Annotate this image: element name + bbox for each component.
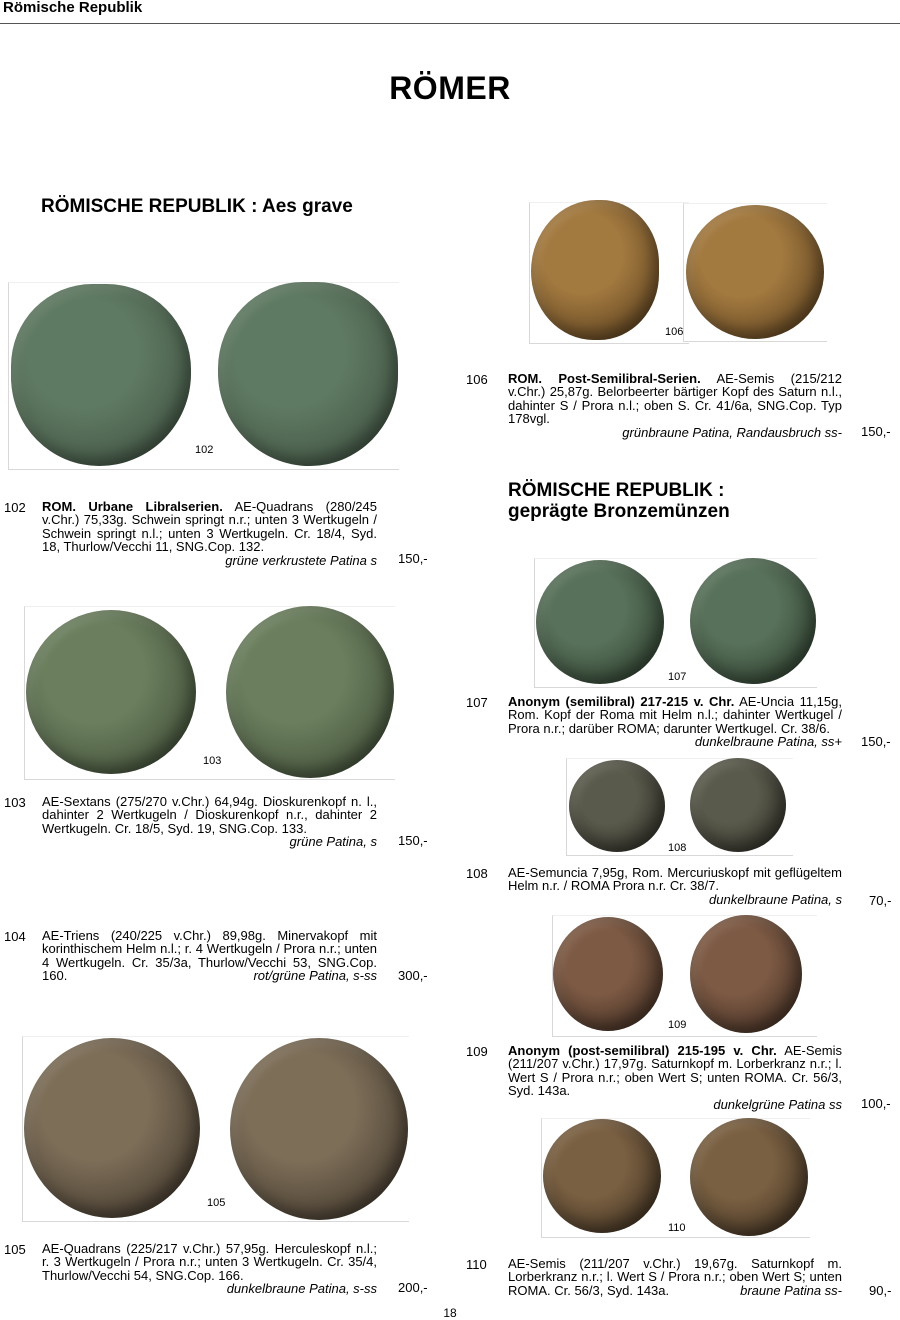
section-heading-bronze [508,480,730,522]
lot-price: 100,- [861,1096,891,1111]
lot-patina: braune Patina ss- [740,1282,842,1298]
figure-label: 108 [668,842,687,854]
lot-text: AE-Semis (211/207 v.Chr.) 17,97g. Saturnkopf m. Lorberkranz n.r.; l. Wert S / Prora n.r.; oben Wert S; unten ROMA. Cr. 56/3, Syd. 143a. [508,1043,842,1099]
lot-title: ROM. Urbane Libralserien. [42,499,223,514]
lot-number: 102 [4,500,26,515]
coin-reverse-image [690,915,802,1033]
lot-title: ROM. Post-Semilibral-Serien. [508,371,701,386]
lot-text: AE-Semis (215/212 v.Chr.) 25,87g. Belorbeerter bärtiger Kopf des Saturn n.l., dahinter S / Prora n.l.; oben S. Cr. 41/6a, SNG.Cop. Typ 178vgl. [508,371,842,427]
page-title: RÖMER [389,70,511,106]
lot-text: AE-Sextans (275/270 v.Chr.) 64,94g. Dioskurenkopf n. l., dahinter 2 Wertkugeln / Dioskurenkopf n.r., dahinter 2 Wertkugeln. Cr. 18/5, Syd. 19, SNG.Cop. 133. [42,794,377,836]
lot-number: 110 [466,1257,487,1272]
coin-obverse-image [543,1119,661,1233]
lot-price: 300,- [398,968,428,983]
lot-patina: grünbraune Patina, Randausbruch ss- [622,424,842,440]
lot-text: AE-Triens (240/225 v.Chr.) 89,98g. Minervakopf mit korinthischem Helm n.l.; r. 4 Wertkugeln / Prora n.r.; unten 4 Wertkugeln. Cr. 35/3a, Thurlow/Vecchi 53, SNG.Cop. 160. [42,928,377,984]
lot-description [508,372,842,439]
coin-obverse-image [536,560,664,684]
lot-number: 106 [466,372,488,387]
lot-title: Anonym (post-semilibral) 215-195 v. Chr. [508,1043,777,1058]
figure-label: 105 [207,1197,226,1209]
figure-label: 102 [195,444,214,456]
lot-number: 103 [4,795,26,810]
coin-obverse-image [531,200,659,340]
figure-label: 107 [668,671,687,683]
lot-patina: rot/grüne Patina, s-ss [253,968,377,984]
coin-reverse-image [690,758,786,852]
coin-obverse-image [24,1038,200,1218]
lot-patina: dunkelbraune Patina, s [709,891,842,907]
lot-number: 104 [4,929,26,944]
lot-number: 108 [466,866,488,881]
lot-patina: dunkelbraune Patina, s-ss [226,1281,377,1297]
lot-text: AE-Quadrans (280/245 v.Chr.) 75,33g. Schwein springt n.r.; unten 3 Wertkugeln / Schwein springt n.l.; unten 3 Wertkugeln. Cr. 18/4, Syd. 18, Thurlow/Vecchi 11, SNG.Cop. 132. [42,499,377,555]
lot-description [508,1044,842,1111]
header-rule [0,23,900,24]
lot-patina: grüne verkrustete Patina s [225,552,377,568]
coin-reverse-image [218,282,398,466]
lot-title: Anonym (semilibral) 217-215 v. Chr. [508,694,735,709]
figure-label: 109 [668,1019,687,1031]
lot-price: 200,- [398,1280,428,1295]
lot-number: 105 [4,1242,26,1257]
coin-reverse-image [690,558,816,684]
coin-obverse-image [26,610,196,774]
lot-price: 90,- [869,1283,892,1298]
lot-text: AE-Uncia 11,15g, Rom. Kopf der Roma mit Helm n.l.; dahinter Wertkugel / Prora n.r.; darüber ROMA; darunter Wertkugel. Cr. 38/6. [508,694,842,736]
lot-price: 150,- [861,734,891,749]
lot-price: 150,- [861,424,891,439]
lot-text: AE-Quadrans (225/217 v.Chr.) 57,95g. Herculeskopf n.l.; r. 3 Wertkugeln / Prora n.r.; unten 3 Wertkugeln. Cr. 35/4, Thurlow/Vecchi 54, SNG.Cop. 166. [42,1241,377,1283]
lot-text: AE-Semis (211/207 v.Chr.) 19,67g. Saturnkopf m. Lorberkranz n.r.; l. Wert S / Prora n.r.; oben Wert S; unten ROMA. Cr. 56/3, Syd. 143a. [508,1256,842,1298]
section-heading-aes-grave: RÖMISCHE REPUBLIK : Aes grave [41,196,353,217]
figure-label: 110 [668,1222,686,1234]
lot-description [42,1242,377,1296]
coin-reverse-image [690,1118,808,1236]
lot-number: 107 [466,695,488,710]
lot-description [508,866,842,906]
lot-description [42,500,377,567]
lot-text: AE-Semuncia 7,95g, Rom. Mercuriuskopf mit geflügeltem Helm n.r. / ROMA Prora n.r. Cr. 38/7. [508,865,842,894]
coin-reverse-image [686,205,824,339]
coin-obverse-image [569,760,665,852]
lot-price: 70,- [869,893,892,908]
lot-description [42,929,377,983]
lot-description [508,695,842,749]
coin-reverse-image [230,1038,408,1220]
lot-patina: grüne Patina, s [289,834,377,850]
coin-obverse-image [11,284,191,466]
section-heading-bronze-line1: RÖMISCHE REPUBLIK : [508,480,725,501]
lot-description [508,1257,842,1297]
lot-number: 109 [466,1044,488,1059]
lot-patina: dunkelgrüne Patina ss [713,1096,842,1112]
lot-price: 150,- [398,551,428,566]
coin-reverse-image [226,606,394,778]
section-heading-bronze-line2: geprägte Bronzemünzen [508,501,730,522]
lot-description [42,795,377,849]
running-header: Römische Republik [3,0,143,16]
coin-obverse-image [553,917,663,1031]
lot-price: 150,- [398,833,428,848]
page-number: 18 [443,1306,457,1320]
figure-label: 103 [203,755,222,767]
figure-label: 106 [665,326,684,338]
lot-patina: dunkelbraune Patina, ss+ [694,734,842,750]
